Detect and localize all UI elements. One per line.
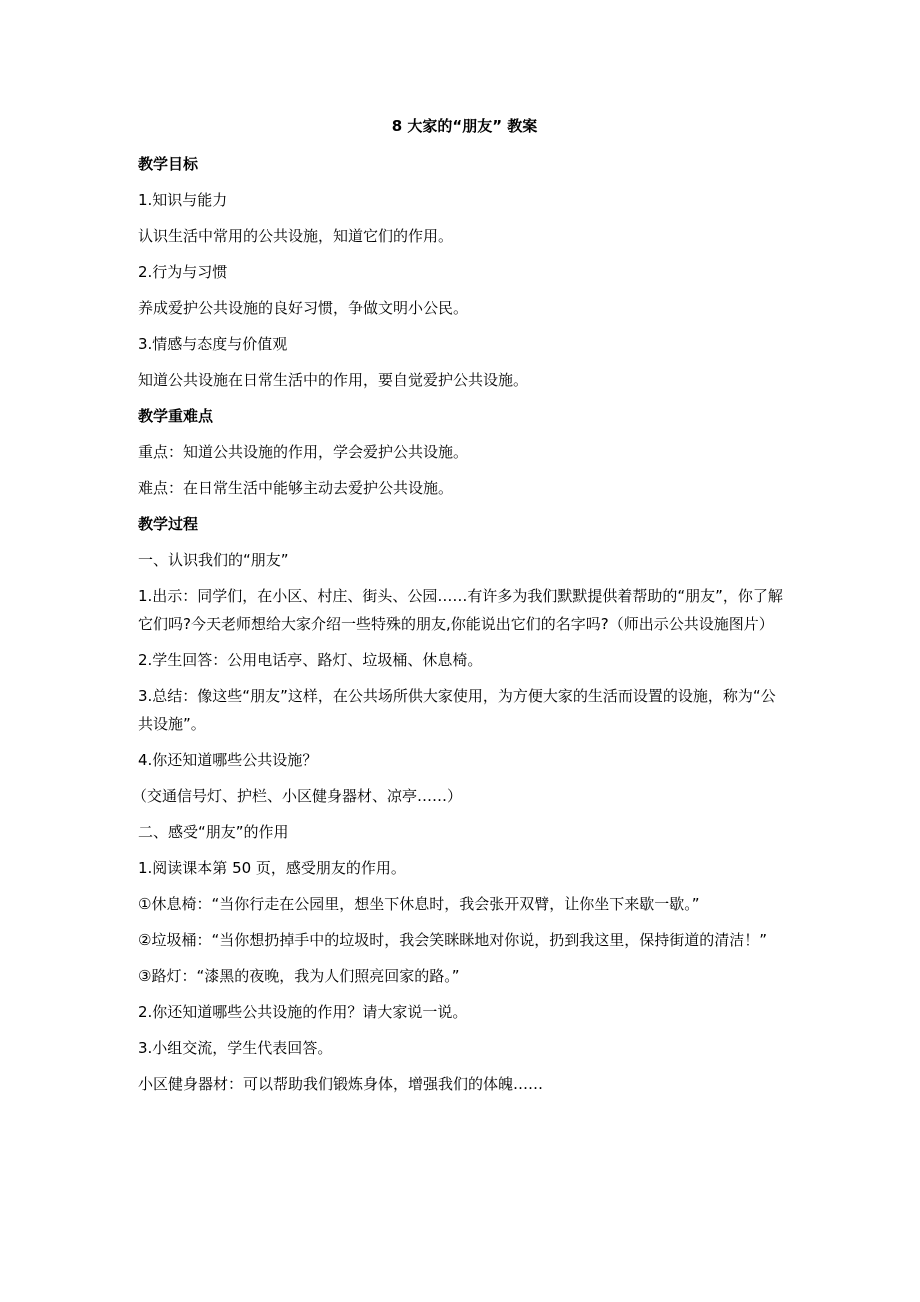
section-2-paragraph-3: ②垃圾桶：“当你想扔掉手中的垃圾时，我会笑眯眯地对你说，扔到我这里，保持街道的清洁！” (138, 931, 767, 949)
section-2-paragraph-2: ①休息椅：“当你行走在公园里，想坐下休息时，我会张开双臂，让你坐下来歇一歇。” (138, 895, 700, 913)
section-2-paragraph-7: 小区健身器材：可以帮助我们锻炼身体，增强我们的体魄…… (138, 1075, 544, 1093)
section-1-paragraph-1: 1.出示：同学们，在小区、村庄、街头、公园……有许多为我们默默提供着帮助的“朋友”，你了解它们吗?今天老师想给大家介绍一些特殊的朋友,你能说出它们的名字吗?（师出示公共设施图片） (138, 587, 783, 633)
goal-3-text: 知道公共设施在日常生活中的作用，要自觉爱护公共设施。 (138, 371, 529, 389)
goal-3-title: 3.情感与态度与价值观 (138, 335, 288, 353)
section-1-title: 一、认识我们的“朋友” (138, 551, 289, 569)
section-2-paragraph-6: 3.小组交流，学生代表回答。 (138, 1039, 333, 1057)
heading-goals: 教学目标 (138, 155, 199, 173)
difficult-point: 难点：在日常生活中能够主动去爱护公共设施。 (138, 479, 454, 497)
goal-2-title: 2.行为与习惯 (138, 263, 228, 281)
goal-2-text: 养成爱护公共设施的良好习惯，争做文明小公民。 (138, 299, 469, 317)
key-point: 重点：知道公共设施的作用，学会爱护公共设施。 (138, 443, 469, 461)
document-body (132, 116, 783, 1110)
section-1-paragraph-4: 4.你还知道哪些公共设施？ (138, 751, 318, 769)
document-title: 8 大家的“朋友” 教案 (391, 117, 538, 135)
section-2-paragraph-1: 1.阅读课本第 50 页，感受朋友的作用。 (138, 859, 406, 877)
goal-1-text: 认识生活中常用的公共设施，知道它们的作用。 (138, 227, 454, 245)
goal-1-title: 1.知识与能力 (138, 191, 228, 209)
section-1-paragraph-3: 3.总结：像这些“朋友”这样，在公共场所供大家使用，为方便大家的生活而设置的设施，称为“公共设施”。 (138, 687, 776, 733)
heading-key-points: 教学重难点 (138, 407, 214, 425)
heading-process: 教学过程 (138, 515, 199, 533)
section-2-paragraph-5: 2.你还知道哪些公共设施的作用？请大家说一说。 (138, 1003, 468, 1021)
section-2-title: 二、感受“朋友”的作用 (138, 823, 289, 841)
section-2-paragraph-4: ③路灯：“漆黑的夜晚，我为人们照亮回家的路。” (138, 967, 460, 985)
section-1-paragraph-5: （交通信号灯、护栏、小区健身器材、凉亭……） (132, 787, 463, 805)
section-1-paragraph-2: 2.学生回答：公用电话亭、路灯、垃圾桶、休息椅。 (138, 651, 483, 669)
